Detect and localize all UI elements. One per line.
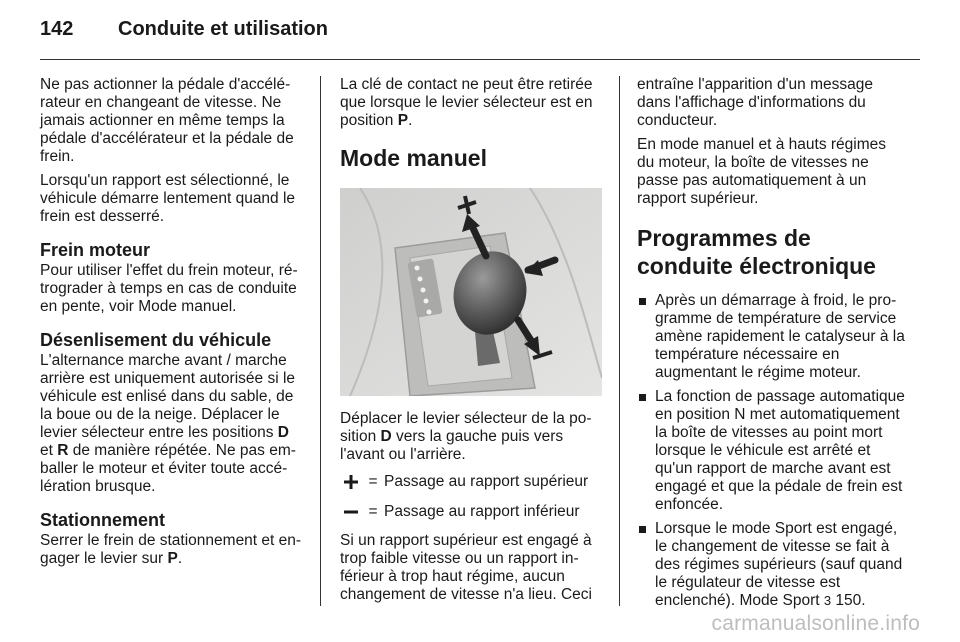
text-segment: L'alternance marche avant / marche arrière est uniquement autorisée si le véhicule est enlisé dans du sable, de la boue ou de la neige. Déplacer le levier sélecteur entre les positions: [40, 352, 296, 441]
heading-programmes: Programmes de conduite électronique: [637, 225, 876, 279]
text-segment: Serrer le frein de stationnement et engager le levier sur: [40, 532, 302, 567]
page-number: 142: [40, 18, 74, 40]
text-segment: de manière répétée. Ne pas emballer le moteur et éviter toute accélération brusque.: [40, 442, 296, 495]
gear-lever-illustration: [340, 188, 602, 396]
list-item: [637, 292, 905, 382]
key-label-upshift: Passage au rapport supérieur: [384, 473, 589, 490]
gear-letter-p: P: [397, 112, 409, 129]
bullet-square-icon: [639, 394, 646, 401]
heading-desenlisement: Désenlisement du véhicule: [40, 330, 272, 350]
column-3: [637, 76, 905, 616]
paragraph-frein-moteur: Pour utiliser l'effet du frein moteur, rétrograder à temps en cas de conduite en pente, voir Mode manuel.: [40, 262, 298, 315]
list-item-text: Après un démarrage à froid, le programme de température de service amène rapidement le catalyseur à la température nécessaire en augmentant le régime moteur.: [655, 292, 905, 381]
paragraph-accelerator: Ne pas actionner la pédale d'accélérateur en changeant de vitesse. Ne jamais actionner en même temps la pédale d'accélérateur et la pédale de frein.: [40, 76, 294, 165]
key-label-downshift: Passage au rapport inférieur: [384, 503, 580, 520]
heading-mode-manuel: Mode manuel: [340, 145, 487, 171]
column-2: [340, 76, 602, 610]
key-equals: =: [368, 473, 378, 490]
gear-letter-d: D: [277, 424, 289, 441]
paragraph-key-removal: [340, 76, 602, 130]
heading-stationnement: Stationnement: [40, 510, 166, 530]
gear-letter-p: P: [167, 550, 178, 567]
text-segment: .: [177, 550, 183, 567]
text-segment: vers la gauche puis vers l'avant ou l'arrière.: [340, 428, 564, 463]
page-title: Conduite et utilisation: [118, 18, 328, 40]
key-row-downshift: [340, 500, 602, 524]
paragraph-stationnement: [40, 532, 306, 568]
paragraph-high-rpm: En mode manuel et à hauts régimes du moteur, la boîte de vitesses ne passe pas automatiquement à un rapport supérieur.: [637, 136, 886, 207]
list-item: [637, 520, 905, 610]
text-segment: .: [408, 112, 413, 129]
bullet-square-icon: [639, 526, 646, 533]
key-equals: =: [368, 503, 378, 520]
list-item-text: Lorsque le mode Sport est engagé, le changement de vitesse se fait à des régimes supérieurs (sauf quand le régulateur de vitesse est enclenché). Mode Sport: [655, 520, 903, 609]
text-segment: Déplacer le levier sélecteur de la position: [340, 410, 592, 445]
page-header: [40, 18, 328, 48]
watermark: carmanualsonline.info: [711, 612, 920, 635]
page-ref-number: 150.: [831, 592, 866, 609]
list-item-text: La fonction de passage automatique en position N met automatiquement la boîte de vitesses au point mort lorsque le véhicule est arrêté et qu'un rapport de marche avant est engagé et que la pédale de frein est enfoncée.: [655, 388, 905, 513]
text-segment: et: [40, 442, 58, 459]
minus-icon: [340, 505, 362, 519]
paragraph-gear-selected: Lorsqu'un rapport est sélectionné, le véhicule démarre lentement quand le frein est desserré.: [40, 172, 296, 225]
page-ref-arrow-icon: 3: [823, 593, 832, 608]
gear-letter-d: D: [380, 428, 392, 445]
bullet-square-icon: [639, 298, 646, 305]
header-rule: [40, 59, 920, 60]
column-divider-2: [619, 76, 620, 606]
column-1: [40, 76, 306, 574]
programmes-list: [637, 292, 905, 610]
illustration-caption: [340, 410, 602, 464]
paragraph-desenlisement: [40, 352, 306, 496]
plus-icon: [340, 475, 362, 489]
list-item: [637, 388, 905, 514]
paragraph-message: entraîne l'apparition d'un message dans l'affichage d'informations du conducteur.: [637, 76, 873, 129]
text-segment: La clé de contact ne peut être retirée que lorsque le levier sélecteur est en position: [340, 76, 593, 129]
paragraph-no-shift: Si un rapport supérieur est engagé à trop faible vitesse ou un rapport inférieur à trop haut régime, aucun changement de vitesse n'a lieu. Ceci: [340, 532, 592, 603]
gear-letter-r: R: [57, 442, 69, 459]
column-divider-1: [320, 76, 321, 606]
key-row-upshift: [340, 470, 602, 494]
heading-frein-moteur: Frein moteur: [40, 240, 151, 260]
